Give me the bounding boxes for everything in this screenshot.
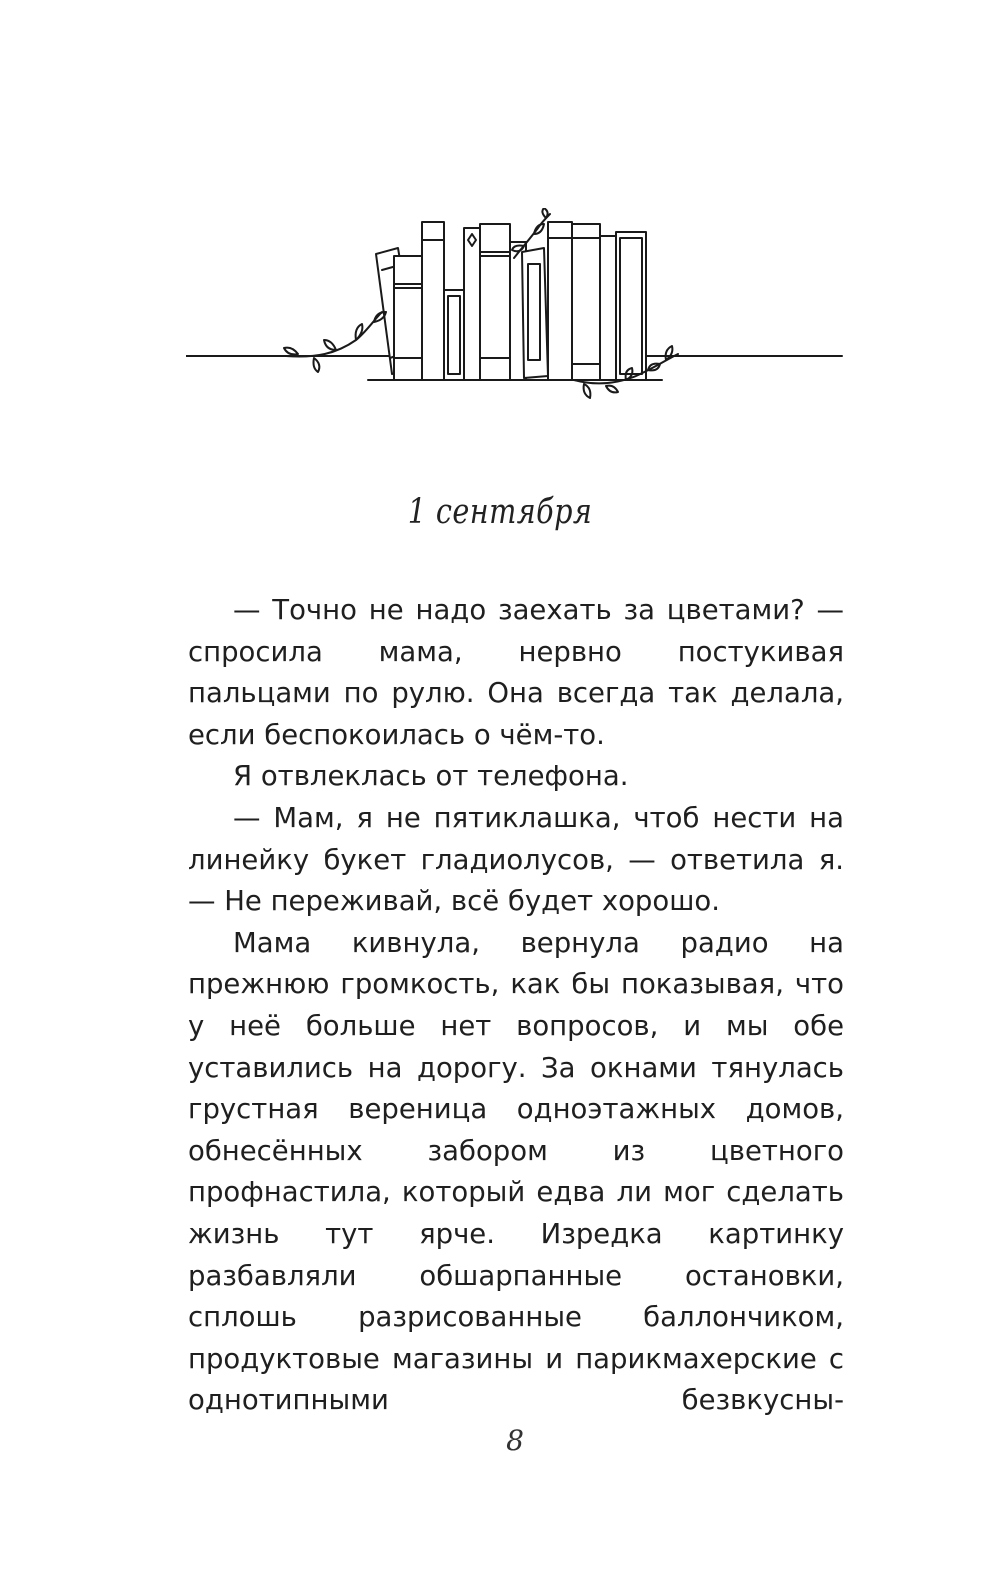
paragraph: — Точно не надо заехать за цветами? — спросила мама, нервно постукивая пальцами по рулю. Она всегда так делала, если беспокоилась о чём-то.: [188, 594, 844, 751]
paragraph: Мама кивнула, вернула радио на прежнюю громкость, как бы показывая, что у неё больше нет вопросов, и мы обе уставились на дорогу. За окнами тянулась грустная вереница одноэтажных домов, обнесённых забором из цветного профнастила, который едва ли мог сделать жизнь тут ярче. Изредка картинку разбавляли обшарпанные остановки, сплошь разрисованные баллончиком, продуктовые магазины и парикмахерские с однотипными безвкусны-: [188, 926, 844, 1417]
paragraph: Я отвлеклась от телефона.: [233, 760, 629, 793]
page-number: 8: [506, 1424, 524, 1457]
bookshelf-with-vines-icon: [186, 208, 844, 418]
body-text: [188, 590, 844, 1422]
chapter-title: 1 сентября: [407, 492, 593, 532]
paragraph: — Мам, я не пятиклашка, чтоб нести на линейку букет гладиолусов, — ответила я. — Не переживай, всё будет хорошо.: [188, 801, 844, 918]
